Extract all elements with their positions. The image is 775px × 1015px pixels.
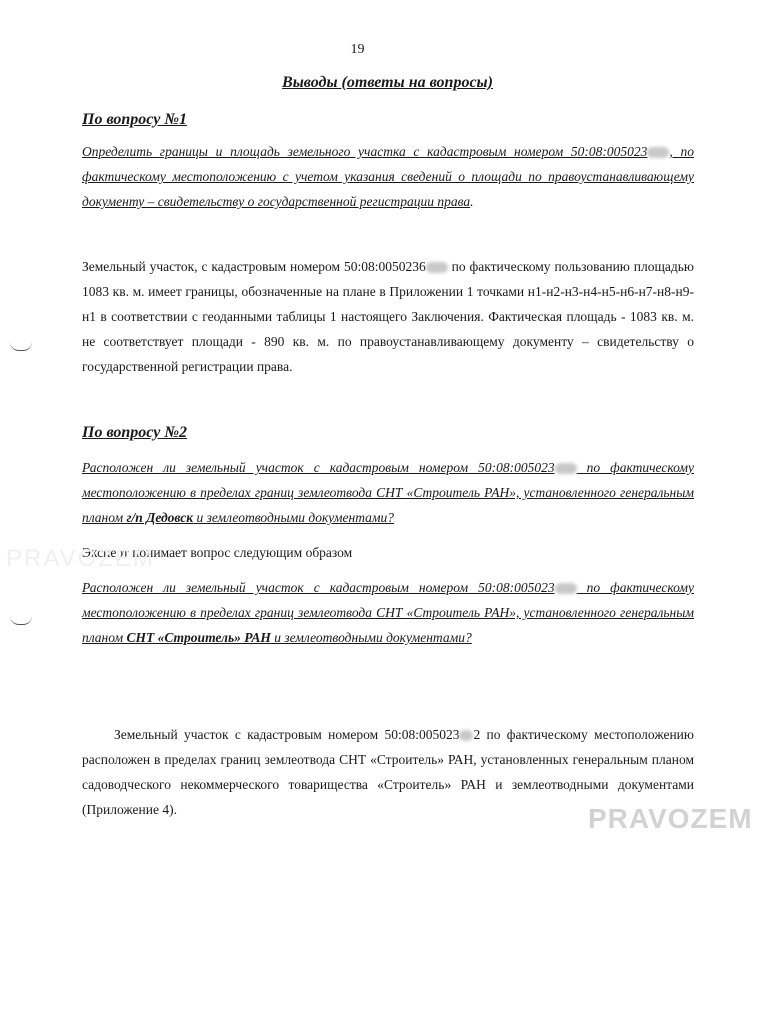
section1-question: Определить границы и площадь земельного участка с кадастровым номером 50:08:005023 , по фактическому местоположению с учетом указания сведений о площади по правоустанавливающему документу – свидетельству о государственной регистрации права. xyxy=(82,144,695,209)
section1-heading: По вопросу №1 xyxy=(82,111,188,128)
redacted-number xyxy=(459,730,473,741)
section2-question: Расположен ли земельный участок с кадастровым номером 50:08:005023 по фактическому местоположению в пределах границ землеотвода СНТ «Строитель РАН», установленного генеральным планом г/п Дедовск и землеотводными документами? xyxy=(82,460,694,525)
page-number: 19 xyxy=(350,42,365,57)
expert-note: Эксперт понимает вопрос следующим образом xyxy=(82,545,353,560)
redacted-number xyxy=(555,583,577,594)
redacted-number xyxy=(426,262,448,273)
redacted-number xyxy=(647,147,669,158)
section1-answer: Земельный участок, с кадастровым номером 50:08:0050236 по фактическому пользованию площадью 1083 кв. м. имеет границы, обозначенные на плане в Приложении 1 точками н1-н2-н3-н4-н5-н6-н7-н8-н9-н1 в соответствии с геоданными таблицы 1 настоящего Заключения. Фактическая площадь - 1083 кв. м. не соответствует площади - 890 кв. м. по правоустанавливающему документу – свидетельству о государственной регистрации права. xyxy=(82,259,694,374)
margin-mark xyxy=(10,342,32,351)
redacted-number xyxy=(555,463,577,474)
section2-heading: По вопросу №2 xyxy=(82,424,188,441)
section2-rephrased-question: Расположен ли земельный участок с кадастровым номером 50:08:005023 по фактическому местоположению в пределах границ землеотвода СНТ «Строитель РАН», установленного генеральным планом СНТ «Строитель» РАН и землеотводными документами? xyxy=(82,580,694,645)
page-title: Выводы (ответы на вопросы) xyxy=(282,74,493,91)
section2-answer: Земельный участок с кадастровым номером 50:08:005023 2 по фактическому местоположению расположен в пределах границ землеотвода СНТ «Строитель» РАН, установленных генеральным планом садоводческого некоммерческого товарищества «Строитель» РАН и землеотводными документами (Приложение 4). xyxy=(82,727,694,817)
margin-mark xyxy=(10,616,32,625)
watermark-faint: PRAVOZEM xyxy=(6,545,155,572)
watermark: PRAVOZEM xyxy=(588,803,753,834)
